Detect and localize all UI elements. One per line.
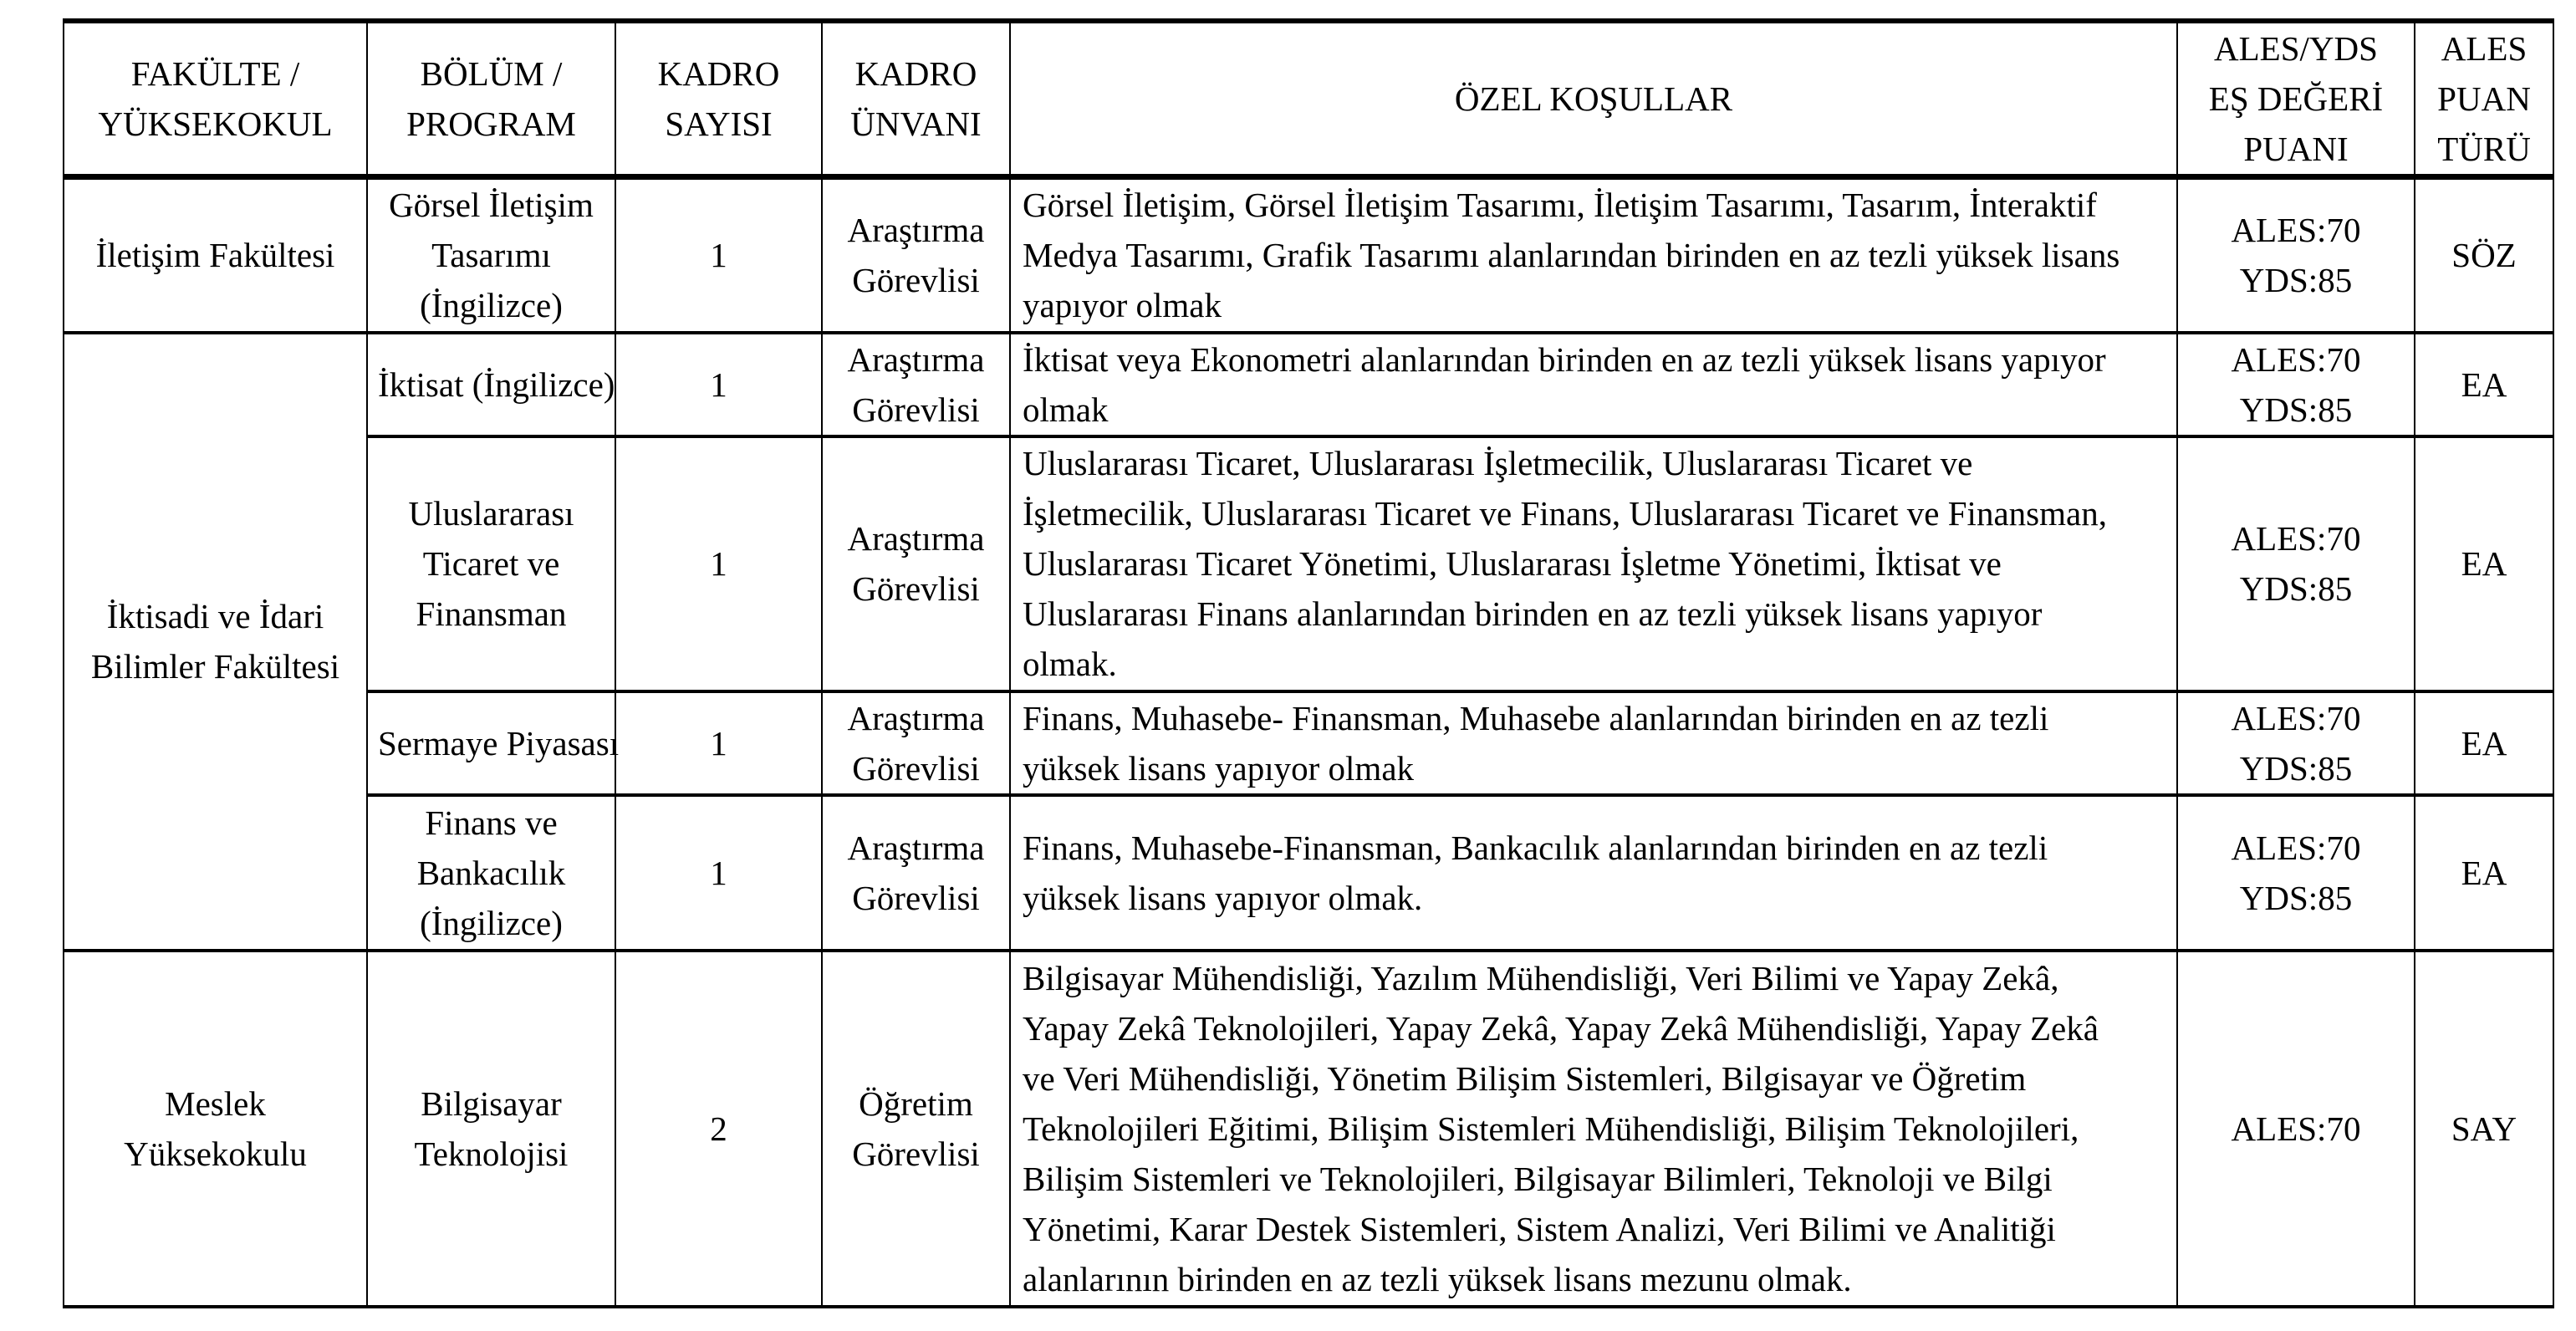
text-line: Teknolojileri Eğitimi, Bilişim Sistemleri Mühendisliği, Bilişim Teknolojileri, (1023, 1109, 2079, 1148)
text-line: 2 (710, 1109, 727, 1148)
type-cell (2415, 691, 2553, 795)
text-line: Uluslararası Ticaret Yönetimi, Uluslararası İşletme Yönetimi, İktisat ve (1023, 544, 2002, 583)
score-cell (2177, 691, 2415, 795)
text-line: Yönetimi, Karar Destek Sistemleri, Sistem Analizi, Veri Bilimi ve Analitiği (1023, 1209, 2056, 1248)
positions-table (63, 18, 2554, 1308)
title-cell (822, 951, 1010, 1307)
table-row (64, 177, 2553, 333)
text-line: olmak. (1023, 645, 1117, 683)
text-line: Uluslararası Ticaret, Uluslararası İşletmecilik, Uluslararası Ticaret ve (1023, 444, 1973, 482)
text-line: ALES:70 (2231, 339, 2361, 379)
text-line: ve Veri Mühendisliği, Yönetim Bilişim Sistemleri, Bilgisayar ve Öğretim (1023, 1058, 2027, 1098)
text-line: Görsel İletişim, Görsel İletişim Tasarımı, İletişim Tasarımı, Tasarım, İnteraktif (1023, 186, 2097, 225)
text-line: PUAN (2437, 79, 2531, 118)
text-line: Araştırma (847, 211, 985, 250)
text-line: Yüksekokulu (124, 1134, 307, 1173)
text-line: Bilişim Sistemleri ve Teknolojileri, Bilgisayar Bilimleri, Teknoloji ve Bilgi (1023, 1159, 2053, 1198)
header-type (2415, 21, 2553, 177)
text-line: İktisat veya Ekonometri alanlarından birinden en az tezli yüksek lisans yapıyor (1023, 339, 2106, 379)
header-row (64, 21, 2553, 177)
text-line: Araştırma (847, 698, 985, 737)
text-line: Finans, Muhasebe-Finansman, Bankacılık alanlarından birinden en az tezli (1023, 828, 2048, 867)
type-cell (2415, 436, 2553, 691)
type-cell (2415, 177, 2553, 333)
text-line: Bankacılık (416, 853, 566, 892)
department-cell (367, 177, 615, 333)
text-line: Araştırma (847, 339, 985, 379)
text-line: Araştırma (847, 828, 985, 867)
text-line: Görsel İletişim (389, 186, 594, 225)
text-line: ALES:70 (2231, 1109, 2361, 1148)
department-cell (367, 436, 615, 691)
text-line: Teknolojisi (414, 1134, 569, 1173)
count-cell (615, 436, 822, 691)
text-line: 1 (710, 544, 727, 583)
title-cell (822, 436, 1010, 691)
count-cell (615, 795, 822, 951)
conditions-cell (1010, 436, 2177, 691)
department-cell (367, 691, 620, 795)
text-line: Görevlisi (852, 261, 980, 300)
text-line: EŞ DEĞERİ (2208, 79, 2384, 118)
table-row (64, 691, 2553, 795)
text-line: ALES:70 (2231, 698, 2361, 737)
table-row (64, 951, 2553, 1307)
text-line: ALES/YDS (2214, 29, 2378, 68)
text-line: ALES:70 (2231, 828, 2361, 867)
score-cell (2177, 951, 2415, 1307)
faculty-cell (64, 177, 367, 333)
text-line: BÖLÜM / (420, 54, 563, 93)
text-line: SÖZ (2451, 236, 2517, 275)
count-cell (615, 951, 822, 1307)
text-line: Medya Tasarımı, Grafik Tasarımı alanlarından birinden en az tezli yüksek lisans (1023, 236, 2120, 275)
title-cell (822, 177, 1010, 333)
text-line: ÖZEL KOŞULLAR (1454, 79, 1733, 118)
title-cell (822, 795, 1010, 951)
text-line: Görevlisi (852, 569, 980, 608)
text-line: Bilgisayar (421, 1084, 562, 1123)
table-row (64, 436, 2553, 691)
text-line: Finans, Muhasebe- Finansman, Muhasebe alanlarından birinden en az tezli (1023, 698, 2049, 737)
text-line: Finansman (416, 594, 567, 633)
score-cell (2177, 795, 2415, 951)
text-line: ÜNVANI (850, 105, 982, 143)
count-cell (615, 333, 822, 436)
header-department (367, 21, 615, 177)
conditions-cell (1010, 177, 2177, 333)
text-line: yüksek lisans yapıyor olmak. (1023, 878, 1423, 917)
text-line: İktisadi ve İdari (106, 597, 324, 635)
text-line: EA (2461, 365, 2507, 404)
header-conditions (1010, 21, 2177, 177)
text-line: YDS:85 (2239, 390, 2353, 429)
text-line: Görevlisi (852, 1134, 980, 1173)
text-line: Uluslararası Finans alanlarından birinden en az tezli yüksek lisans yapıyor (1023, 594, 2043, 633)
type-cell (2415, 333, 2553, 436)
header-faculty (64, 21, 367, 177)
text-line: Finans ve (425, 803, 558, 842)
table-row (64, 795, 2553, 951)
faculty-cell (64, 333, 367, 951)
text-line: FAKÜLTE / (130, 54, 300, 93)
text-line: ALES:70 (2231, 211, 2361, 250)
conditions-cell (1010, 795, 2177, 951)
text-line: Bilgisayar Mühendisliği, Yazılım Mühendisliği, Veri Bilimi ve Yapay Zekâ, (1023, 958, 2059, 997)
header-count (615, 21, 822, 177)
text-line: EA (2461, 853, 2507, 892)
type-cell (2415, 795, 2553, 951)
text-line: İşletmecilik, Uluslararası Ticaret ve Finans, Uluslararası Ticaret ve Finansman, (1023, 494, 2107, 533)
text-line: olmak (1023, 390, 1109, 429)
text-line: Görevlisi (852, 748, 980, 788)
conditions-cell (1010, 333, 2177, 436)
score-cell (2177, 177, 2415, 333)
text-line: YÜKSEKOKUL (98, 105, 333, 143)
text-line: Ticaret ve (422, 544, 560, 583)
text-line: YDS:85 (2239, 748, 2353, 788)
text-line: 1 (710, 723, 727, 762)
department-cell (367, 951, 615, 1307)
department-cell (367, 795, 615, 951)
faculty-cell (64, 951, 367, 1307)
text-line: YDS:85 (2239, 569, 2353, 608)
text-line: alanlarının birinden en az tezli yüksek lisans mezunu olmak. (1023, 1259, 1852, 1298)
score-cell (2177, 436, 2415, 691)
text-line: SAYISI (665, 105, 773, 143)
text-line: İletişim Fakültesi (95, 236, 335, 275)
count-cell (615, 691, 822, 795)
text-line: İktisat (İngilizce) (378, 365, 615, 404)
text-line: PROGRAM (406, 105, 576, 143)
department-cell (367, 333, 615, 436)
text-line: Görevlisi (852, 878, 980, 917)
text-line: ALES (2441, 29, 2528, 68)
text-line: 1 (710, 236, 727, 275)
text-line: 1 (710, 365, 727, 404)
text-line: yapıyor olmak (1023, 286, 1222, 325)
conditions-cell (1010, 951, 2177, 1307)
text-line: KADRO (854, 54, 977, 93)
text-line: Sermaye Piyasası (378, 723, 620, 762)
text-line: Meslek (165, 1084, 266, 1123)
text-line: Görevlisi (852, 390, 980, 429)
text-line: Uluslararası (408, 494, 574, 533)
text-line: YDS:85 (2239, 878, 2353, 917)
count-cell (615, 177, 822, 333)
conditions-cell (1010, 691, 2177, 795)
text-line: TÜRÜ (2437, 130, 2531, 168)
text-line: Tasarımı (431, 236, 551, 275)
table-row (64, 333, 2553, 436)
title-cell (822, 691, 1010, 795)
text-line: Bilimler Fakültesi (90, 647, 340, 686)
text-line: EA (2461, 723, 2507, 762)
header-score (2177, 21, 2415, 177)
text-line: Öğretim (859, 1084, 973, 1123)
type-cell (2415, 951, 2553, 1307)
text-line: (İngilizce) (420, 286, 563, 325)
text-line: SAY (2451, 1109, 2517, 1148)
title-cell (822, 333, 1010, 436)
text-line: ALES:70 (2231, 519, 2361, 558)
text-line: EA (2461, 544, 2507, 583)
text-line: Yapay Zekâ Teknolojileri, Yapay Zekâ, Yapay Zekâ Mühendisliği, Yapay Zekâ (1023, 1008, 2099, 1048)
text-line: PUANI (2243, 130, 2349, 168)
text-line: yüksek lisans yapıyor olmak (1023, 748, 1415, 788)
text-line: KADRO (657, 54, 780, 93)
text-line: 1 (710, 853, 727, 892)
text-line: YDS:85 (2239, 261, 2353, 300)
text-line: Araştırma (847, 519, 985, 558)
score-cell (2177, 333, 2415, 436)
text-line: (İngilizce) (420, 903, 563, 942)
header-title (822, 21, 1010, 177)
